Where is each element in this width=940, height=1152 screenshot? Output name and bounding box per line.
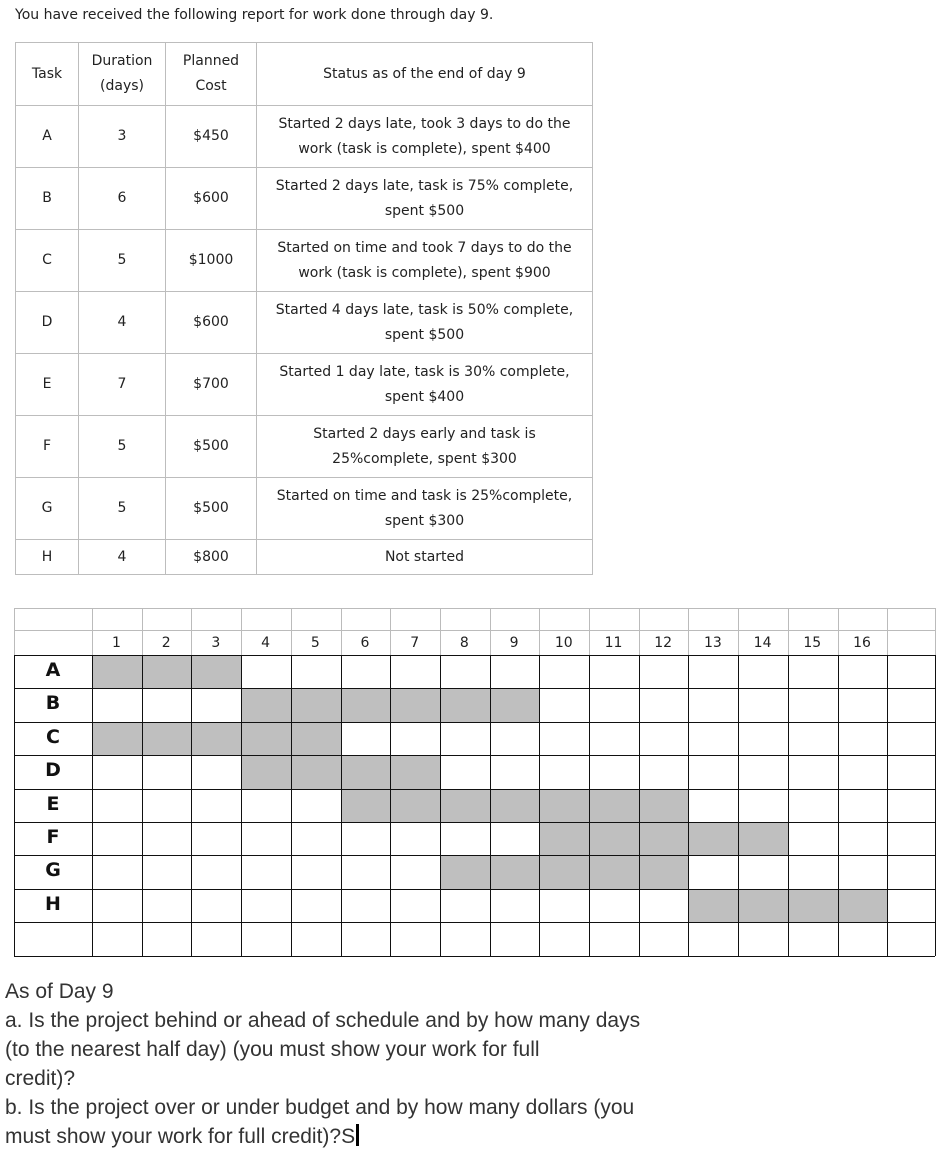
question-block (5, 977, 695, 1151)
gantt-task-label: B (45, 692, 61, 715)
cell-task: F (16, 416, 79, 478)
header-task: Task (16, 43, 79, 106)
table-row (16, 416, 593, 478)
gantt-sub-line (14, 630, 935, 631)
gantt-day-number: 2 (161, 635, 171, 651)
cell-duration: 6 (79, 168, 166, 230)
gantt-top-line (14, 608, 935, 609)
status-line2: spent $500 (384, 202, 465, 219)
gantt-col-line (738, 655, 739, 956)
gantt-col-line (440, 655, 441, 956)
status-line1: Started 2 days early and task is (313, 425, 536, 442)
gantt-day-number: 14 (753, 635, 772, 651)
gantt-task-label: G (45, 859, 61, 882)
gantt-row-line (14, 855, 935, 856)
gantt-row-line (14, 822, 935, 823)
cell-cost: $600 (166, 292, 257, 354)
report-table (15, 42, 593, 575)
gantt-day-number: 1 (112, 635, 121, 651)
cell-cost: $500 (166, 478, 257, 540)
gantt-col-line-header (887, 608, 888, 655)
gantt-col-line (935, 655, 936, 956)
gantt-day-number: 3 (211, 635, 221, 651)
gantt-bar-g (440, 855, 689, 888)
table-row (16, 292, 593, 354)
gantt-col-line (142, 655, 143, 956)
cell-duration: 4 (79, 540, 166, 575)
status-line1: Started 1 day late, task is 30% complete, (279, 363, 570, 380)
gantt-bar-a (92, 655, 241, 688)
cell-task: C (16, 230, 79, 292)
gantt-col-line (390, 655, 391, 956)
gantt-col-line (887, 655, 888, 956)
status-line1: Started 2 days late, took 3 days to do the (278, 115, 571, 132)
cell-duration: 7 (79, 354, 166, 416)
table-row (16, 230, 593, 292)
gantt-day-number: 12 (654, 635, 673, 651)
table-row (16, 168, 593, 230)
gantt-col-line (341, 655, 342, 956)
header-duration-line2: (days) (100, 78, 144, 94)
gantt-day-number: 11 (604, 635, 623, 651)
cell-cost: $800 (166, 540, 257, 575)
gantt-col-line (838, 655, 839, 956)
cell-task: A (16, 106, 79, 168)
question-line (5, 1122, 695, 1151)
status-line2: work (task is complete), spent $900 (298, 264, 551, 281)
gantt-task-label: C (46, 725, 60, 748)
question-line: a. Is the project behind or ahead of schedule and by how many days (5, 1009, 641, 1032)
header-cost-line2: Cost (195, 78, 227, 94)
cell-cost: $700 (166, 354, 257, 416)
status-line2: spent $500 (384, 326, 465, 343)
status-line2: spent $300 (384, 512, 465, 529)
table-row (16, 106, 593, 168)
gantt-day-number: 10 (554, 635, 573, 651)
gantt-day-number: 6 (360, 635, 370, 651)
cell-duration: 4 (79, 292, 166, 354)
gantt-col-line (191, 655, 192, 956)
gantt-task-label: E (46, 792, 60, 815)
gantt-col-line (688, 655, 689, 956)
status-line1: Started on time and task is 25%complete, (276, 487, 573, 504)
gantt-row-line (14, 956, 935, 957)
gantt-day-number: 15 (803, 635, 822, 651)
gantt-col-line (92, 655, 93, 956)
gantt-row-line (14, 789, 935, 790)
cell-status: Not started (257, 540, 593, 575)
report-header-row (16, 43, 593, 106)
question-line: b. Is the project over or under budget and by how many dollars (you (5, 1096, 635, 1119)
gantt-bar-f (539, 822, 788, 855)
gantt-bar-c (92, 722, 341, 755)
gantt-day-number: 5 (310, 635, 320, 651)
table-row (16, 478, 593, 540)
gantt-task-label: H (45, 892, 61, 915)
gantt-col-line (788, 655, 789, 956)
header-cost-line1: Planned (182, 53, 240, 69)
gantt-col-line (589, 655, 590, 956)
gantt-task-label: A (45, 659, 61, 681)
gantt-col-line-header (935, 608, 936, 655)
cell-task: B (16, 168, 79, 230)
cell-status (257, 168, 593, 230)
gantt-chart (14, 608, 935, 964)
cell-cost: $1000 (166, 230, 257, 292)
table-row (16, 540, 593, 575)
cell-status (257, 230, 593, 292)
gantt-row-line (14, 922, 935, 923)
cell-status (257, 292, 593, 354)
question-line: credit)? (5, 1067, 76, 1090)
gantt-day-number: 9 (509, 635, 519, 651)
cell-status (257, 354, 593, 416)
gantt-day-number: 4 (261, 635, 271, 651)
gantt-row-line (14, 722, 935, 723)
gantt-row-line (14, 889, 935, 890)
cell-task: E (16, 354, 79, 416)
question-line: (to the nearest half day) (you must show your work for full (5, 1038, 540, 1061)
status-line2: work (task is complete), spent $400 (298, 140, 551, 157)
question-line: As of Day 9 (5, 980, 114, 1003)
text-cursor (356, 1124, 359, 1146)
gantt-day-number: 8 (459, 635, 469, 651)
status-line1: Started 4 days late, task is 50% complete, (275, 301, 574, 318)
cell-cost: $500 (166, 416, 257, 478)
gantt-col-line-header (14, 608, 15, 655)
gantt-task-label: F (46, 826, 60, 848)
header-duration-line1: Duration (91, 53, 153, 69)
cell-cost: $600 (166, 168, 257, 230)
gantt-row-line (14, 688, 935, 689)
gantt-col-line (490, 655, 491, 956)
question-line-text: must show your work for full credit)?S (5, 1125, 356, 1148)
cell-cost: $450 (166, 106, 257, 168)
gantt-col-line (291, 655, 292, 956)
status-line1: Started 2 days late, task is 75% complete, (275, 177, 574, 194)
table-row (16, 354, 593, 416)
cell-duration: 5 (79, 416, 166, 478)
header-duration (79, 43, 166, 106)
gantt-row-line (14, 755, 935, 756)
gantt-bar-e (341, 789, 689, 822)
cell-duration: 5 (79, 230, 166, 292)
cell-duration: 5 (79, 478, 166, 540)
gantt-row-line (14, 655, 935, 656)
gantt-day-number: 13 (703, 635, 722, 651)
gantt-col-line (241, 655, 242, 956)
intro-text: You have received the following report for work done through day 9. (15, 7, 494, 23)
gantt-day-number: 7 (410, 635, 420, 651)
status-line1: Started on time and took 7 days to do the (277, 239, 572, 256)
cell-task: D (16, 292, 79, 354)
cell-task: G (16, 478, 79, 540)
cell-duration: 3 (79, 106, 166, 168)
cell-task: H (16, 540, 79, 575)
cell-status (257, 416, 593, 478)
status-line2: spent $400 (384, 388, 465, 405)
gantt-task-label: D (45, 759, 61, 782)
header-status: Status as of the end of day 9 (257, 43, 593, 106)
cell-status (257, 478, 593, 540)
gantt-day-number: 16 (853, 635, 871, 651)
status-line2: 25%complete, spent $300 (332, 450, 517, 467)
gantt-col-line (539, 655, 540, 956)
gantt-col-line (639, 655, 640, 956)
header-cost (166, 43, 257, 106)
cell-status (257, 106, 593, 168)
